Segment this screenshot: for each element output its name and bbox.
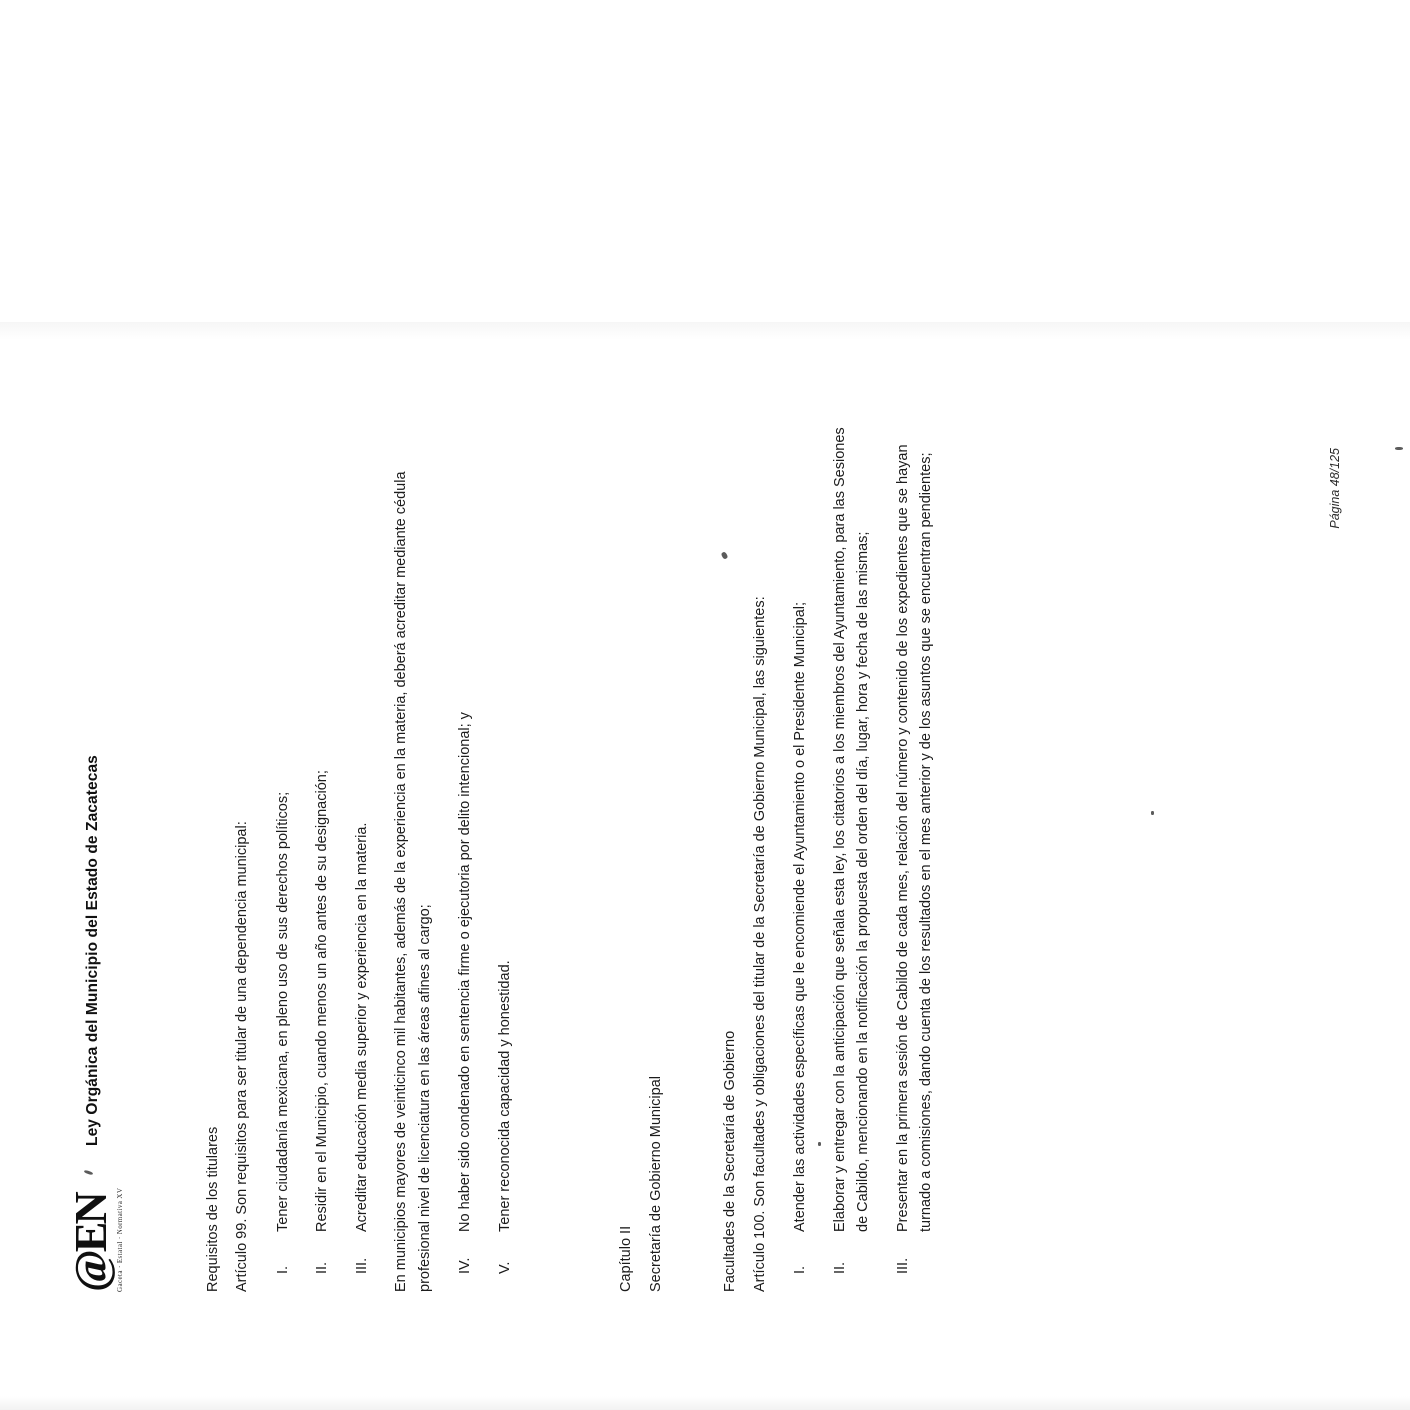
list-item	[892, 422, 939, 1292]
article-99-intro: Artículo 99. Son requisitos para ser titular de una dependencia municipal:	[234, 821, 251, 1292]
list-item	[351, 422, 374, 1292]
chapter-label: Capítulo II	[618, 1225, 635, 1292]
document-content	[65, 422, 1342, 1292]
article-100-intro: Artículo 100. Son facultades y obligaciones del titular de la Secretaría de Gobierno Municipal, las siguientes:	[751, 596, 768, 1292]
page-footer	[1328, 422, 1342, 1292]
list-item-text: Presentar en la primera sesión de Cabildo de cada mes, relación del número y contenido de los expedientes que se hayan turnado a comisiones, dando cuenta de los resultados en el mes anterior y de los asuntos que se encuentran pendientes;	[894, 444, 935, 1232]
list-item	[494, 422, 517, 1292]
list-item-text: Tener reconocida capacidad y honestidad.	[496, 960, 513, 1232]
institution-logo	[65, 1172, 124, 1292]
list-item-text: Tener ciudadanía mexicana, en pleno uso de sus derechos políticos;	[274, 791, 291, 1232]
list-item	[311, 422, 334, 1292]
scan-artifact	[1395, 447, 1403, 450]
list-item-text: No haber sido condenado en sentencia firme o ejecutoria por delito intencional; y	[457, 712, 474, 1232]
logo-mark: @EN	[65, 1194, 116, 1292]
list-item-number: III.	[353, 1257, 370, 1274]
section-spacer	[685, 422, 719, 1292]
list-item-text: Acreditar educación media superior y experiencia en la materia.	[353, 822, 370, 1232]
section-spacer	[533, 422, 615, 1292]
list-item-number: II.	[831, 1261, 848, 1274]
article-99-note: En municipios mayores de veinticinco mil habitantes, además de la experiencia en la materia, deberá acreditar mediante cédula profesional nivel de licenciatura en las áreas afines al cargo;	[393, 471, 433, 1292]
section-heading-facultades: Facultades de la Secretaría de Gobierno	[722, 1030, 739, 1292]
logo-subtext: Gaceta · Estatal · Normativa XV	[116, 1187, 124, 1292]
list-item	[829, 422, 876, 1292]
list-item-text: Residir en el Municipio, cuando menos un año antes de su designación;	[314, 770, 331, 1232]
list-item-number: II.	[314, 1261, 331, 1274]
list-item	[454, 422, 477, 1292]
list-item	[789, 422, 812, 1292]
list-item-number: III.	[894, 1257, 911, 1274]
document-body	[202, 422, 939, 1292]
section-heading-requisitos: Requisitos de los titulares	[205, 1126, 221, 1292]
list-item-text: Elaborar y entregar con la anticipación que señala esta ley, los citatorios a los miembros del Ayuntamiento, para las Sesiones de Cabildo, mencionando en la notificación la propuesta del orden del día, lugar, hora y fecha de las mismas;	[831, 427, 872, 1232]
scanned-page	[0, 322, 1410, 1410]
list-item-number: I.	[274, 1265, 291, 1274]
list-item-number: IV.	[457, 1257, 474, 1274]
list-item-text: Atender las actividades específicas que le encomiende el Ayuntamiento o el Presidente Municipal;	[792, 601, 809, 1232]
document-header	[65, 422, 168, 1292]
list-item-number: I.	[792, 1265, 809, 1274]
document-title: Ley Orgánica del Municipio del Estado de Zacatecas	[84, 755, 101, 1146]
list-item-number: V.	[496, 1261, 513, 1274]
list-item	[272, 422, 295, 1292]
page-number: Página 48/125	[1328, 448, 1342, 529]
chapter-title: Secretaría de Gobierno Municipal	[647, 1075, 664, 1292]
